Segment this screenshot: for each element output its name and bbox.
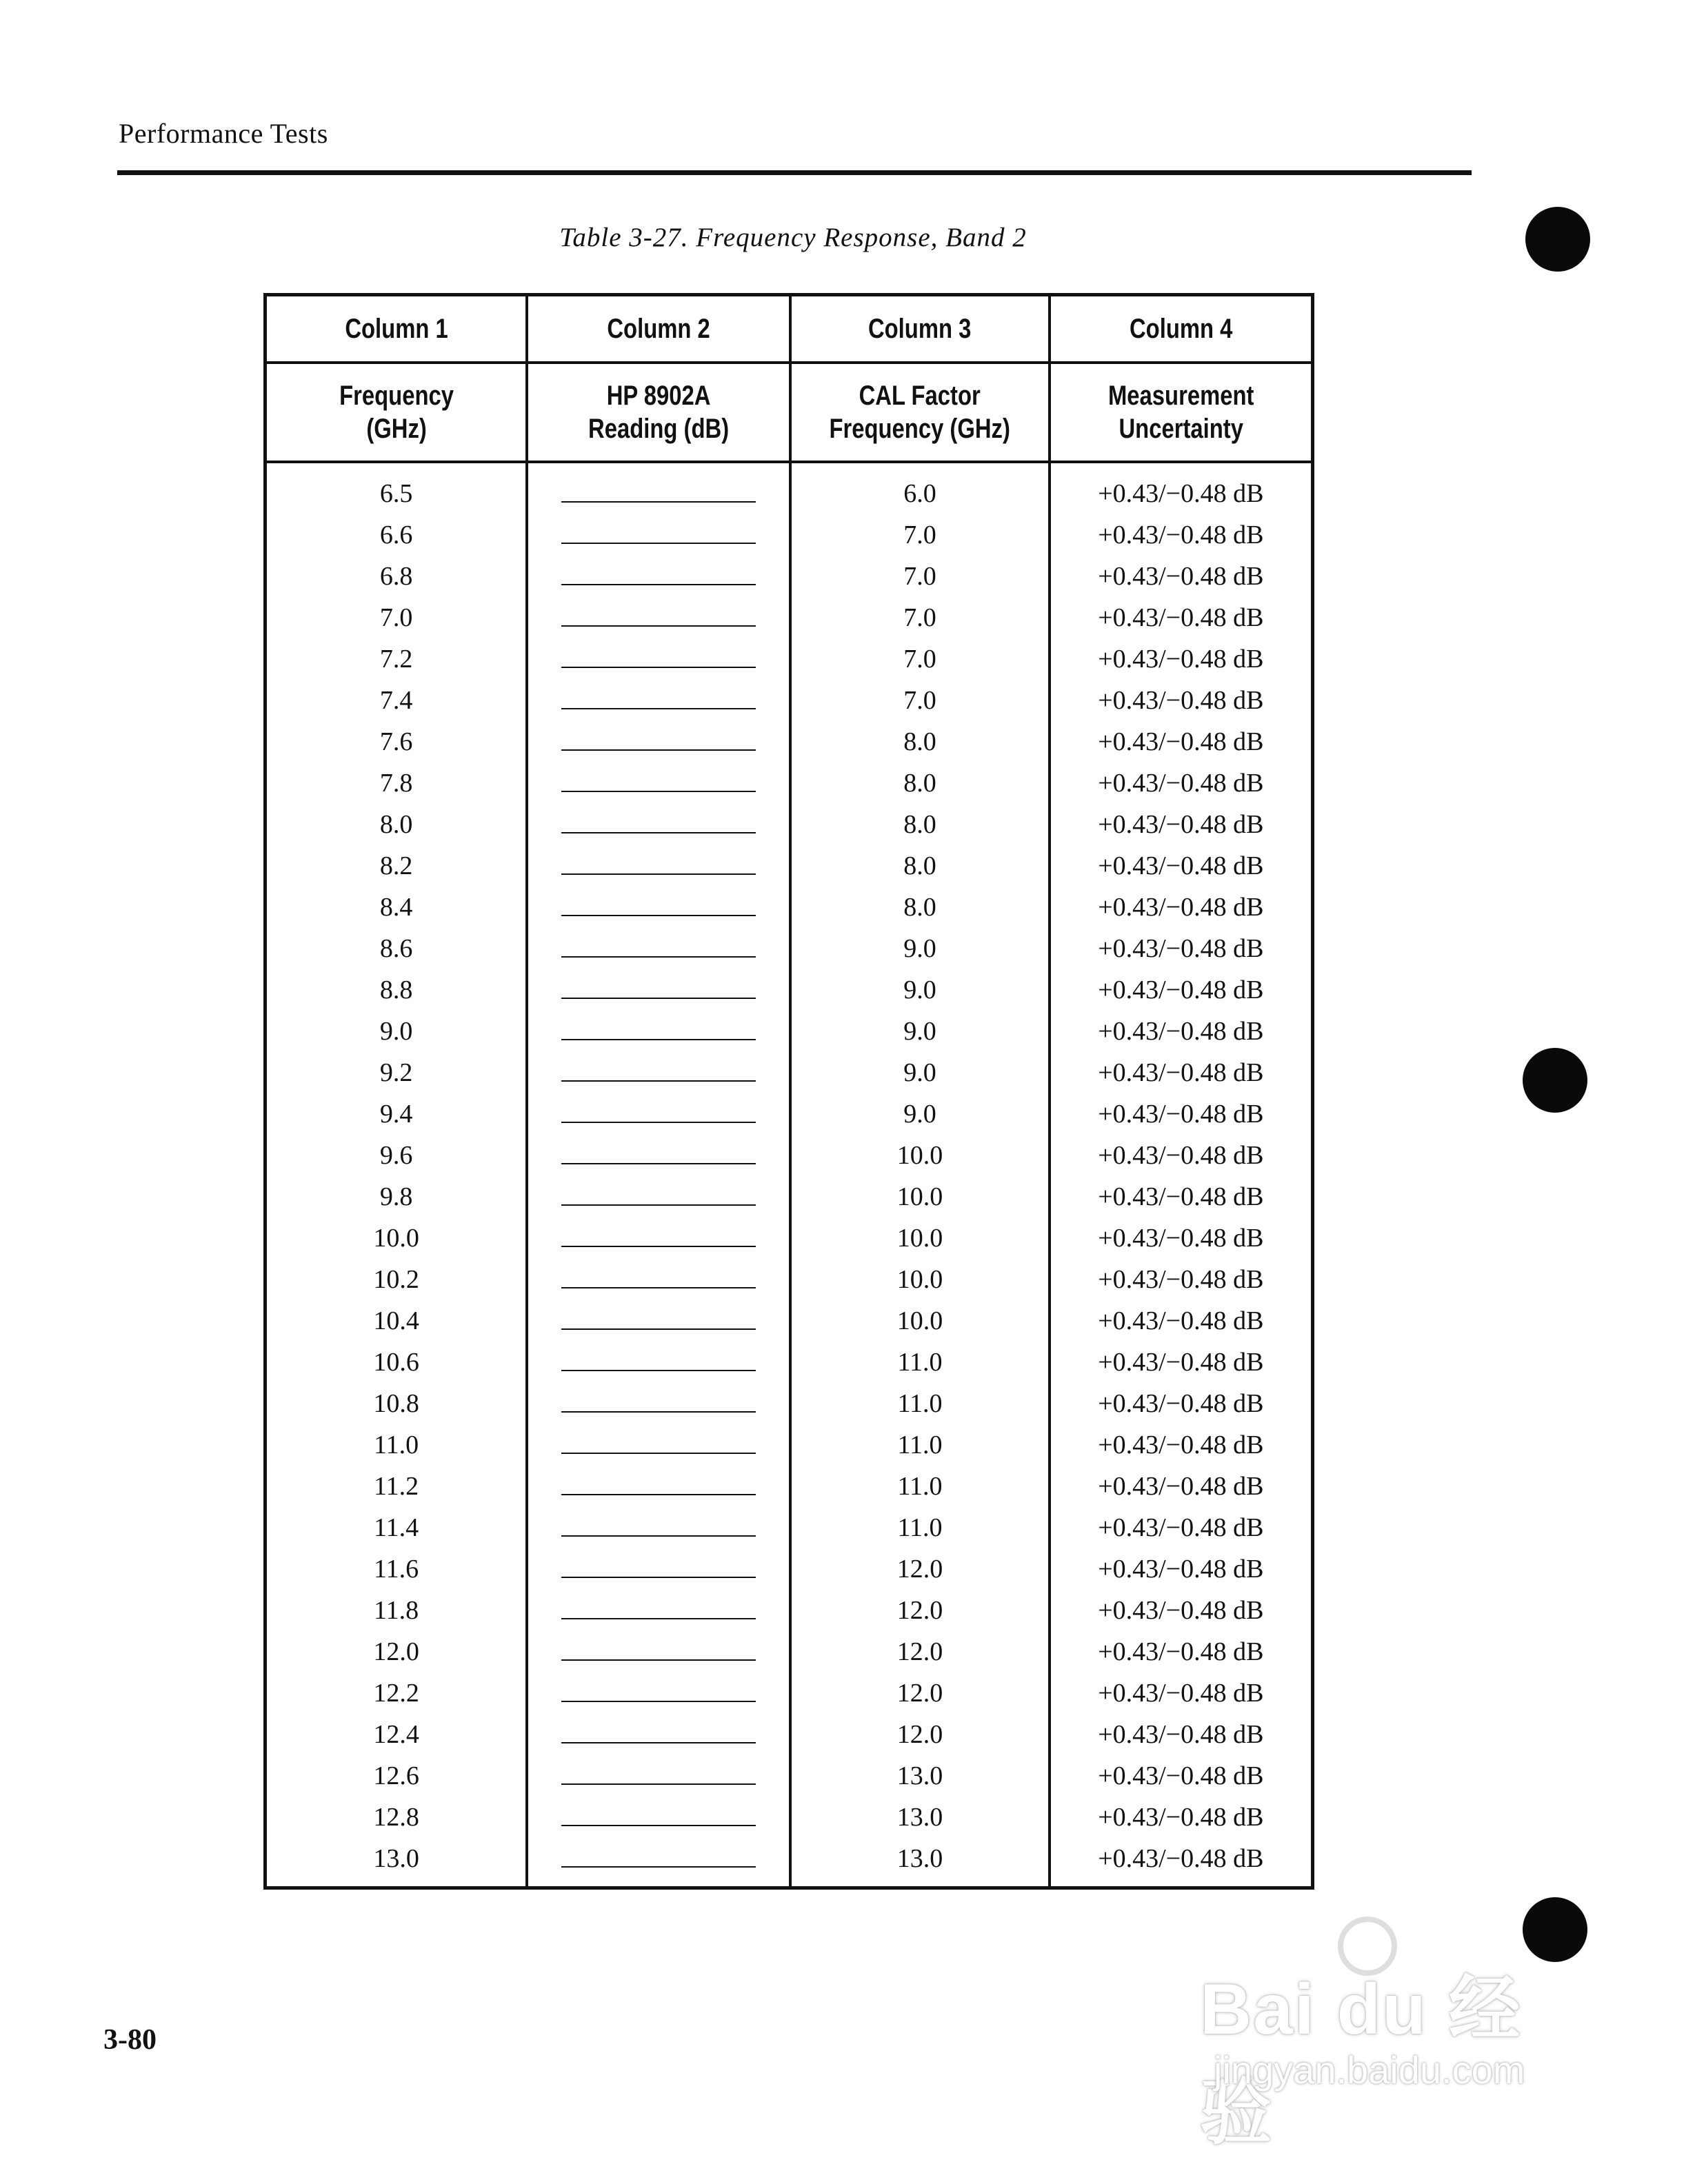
cal-factor-cell: 12.0 — [790, 1672, 1049, 1714]
table-row — [265, 928, 1313, 969]
cal-factor-cell: 8.0 — [790, 804, 1049, 845]
header-rule — [117, 170, 1472, 175]
column-header-frequency: Frequency (GHz) — [289, 363, 503, 462]
reading-cell — [527, 1383, 790, 1424]
table-row — [265, 1466, 1313, 1507]
reading-blank-line[interactable] — [561, 667, 756, 668]
reading-cell — [527, 680, 790, 721]
uncertainty-cell: +0.43/−0.48 dB — [1050, 762, 1313, 804]
reading-cell — [527, 1466, 790, 1507]
cal-factor-cell: 12.0 — [790, 1631, 1049, 1672]
reading-blank-line[interactable] — [561, 1122, 756, 1123]
reading-blank-line[interactable] — [561, 1866, 756, 1868]
table-row — [265, 1342, 1313, 1383]
frequency-cell: 10.8 — [265, 1383, 528, 1424]
table-row — [265, 721, 1313, 762]
frequency-cell: 10.0 — [265, 1217, 528, 1259]
reading-cell — [527, 597, 790, 638]
uncertainty-cell: +0.43/−0.48 dB — [1050, 887, 1313, 928]
reading-blank-line[interactable] — [561, 708, 756, 709]
uncertainty-cell: +0.43/−0.48 dB — [1050, 1424, 1313, 1466]
reading-cell — [527, 1838, 790, 1888]
frequency-cell: 11.6 — [265, 1548, 528, 1590]
frequency-cell: 7.6 — [265, 721, 528, 762]
table-row — [265, 1714, 1313, 1755]
frequency-cell: 9.0 — [265, 1011, 528, 1052]
reading-blank-line[interactable] — [561, 915, 756, 916]
uncertainty-cell: +0.43/−0.48 dB — [1050, 556, 1313, 597]
uncertainty-cell: +0.43/−0.48 dB — [1050, 969, 1313, 1011]
cal-factor-cell: 10.0 — [790, 1217, 1049, 1259]
reading-blank-line[interactable] — [561, 998, 756, 999]
cal-factor-cell: 13.0 — [790, 1755, 1049, 1797]
table-body — [265, 462, 1313, 1888]
reading-cell — [527, 1507, 790, 1548]
column-header-cal-factor: CAL Factor Frequency (GHz) — [814, 363, 1026, 462]
reading-blank-line[interactable] — [561, 543, 756, 544]
cal-factor-cell: 10.0 — [790, 1300, 1049, 1342]
reading-cell — [527, 1672, 790, 1714]
frequency-cell: 6.5 — [265, 462, 528, 514]
reading-blank-line[interactable] — [561, 1701, 756, 1702]
reading-cell — [527, 845, 790, 887]
uncertainty-cell: +0.43/−0.48 dB — [1050, 462, 1313, 514]
reading-blank-line[interactable] — [561, 501, 756, 503]
cal-factor-cell: 12.0 — [790, 1590, 1049, 1631]
table-row — [265, 1797, 1313, 1838]
reading-blank-line[interactable] — [561, 1577, 756, 1578]
column-title: Column 1 — [289, 295, 503, 363]
column-header-reading: HP 8902A Reading (dB) — [551, 363, 767, 462]
reading-cell — [527, 1797, 790, 1838]
reading-cell — [527, 1631, 790, 1672]
reading-blank-line[interactable] — [561, 1163, 756, 1164]
reading-cell — [527, 928, 790, 969]
frequency-cell: 8.0 — [265, 804, 528, 845]
cal-factor-cell: 12.0 — [790, 1714, 1049, 1755]
running-header-title: Performance Tests — [119, 118, 328, 149]
table-row — [265, 1424, 1313, 1466]
table-row — [265, 556, 1313, 597]
reading-cell — [527, 1342, 790, 1383]
uncertainty-cell: +0.43/−0.48 dB — [1050, 1755, 1313, 1797]
cal-factor-cell: 13.0 — [790, 1797, 1049, 1838]
reading-blank-line[interactable] — [561, 1535, 756, 1537]
reading-cell — [527, 804, 790, 845]
cal-factor-cell: 10.0 — [790, 1259, 1049, 1300]
frequency-cell: 9.8 — [265, 1176, 528, 1217]
reading-cell — [527, 1176, 790, 1217]
reading-cell — [527, 721, 790, 762]
table-row — [265, 1135, 1313, 1176]
frequency-cell: 11.0 — [265, 1424, 528, 1466]
cal-factor-cell: 8.0 — [790, 887, 1049, 928]
table-row — [265, 1507, 1313, 1548]
frequency-cell: 7.4 — [265, 680, 528, 721]
frequency-cell: 10.4 — [265, 1300, 528, 1342]
table-row — [265, 1011, 1313, 1052]
reading-blank-line[interactable] — [561, 791, 756, 792]
uncertainty-cell: +0.43/−0.48 dB — [1050, 1466, 1313, 1507]
reading-blank-line[interactable] — [561, 956, 756, 958]
reading-blank-line[interactable] — [561, 1039, 756, 1040]
uncertainty-cell: +0.43/−0.48 dB — [1050, 1548, 1313, 1590]
frequency-cell: 7.2 — [265, 638, 528, 680]
reading-blank-line[interactable] — [561, 873, 756, 875]
uncertainty-cell: +0.43/−0.48 dB — [1050, 680, 1313, 721]
uncertainty-cell: +0.43/−0.48 dB — [1050, 1217, 1313, 1259]
reading-cell — [527, 638, 790, 680]
table-row — [265, 680, 1313, 721]
table-row — [265, 969, 1313, 1011]
reading-blank-line[interactable] — [561, 1742, 756, 1743]
reading-cell — [527, 762, 790, 804]
uncertainty-cell: +0.43/−0.48 dB — [1050, 804, 1313, 845]
reading-blank-line[interactable] — [561, 1328, 756, 1330]
table-row — [265, 638, 1313, 680]
frequency-response-table — [263, 293, 1314, 1890]
frequency-cell: 9.4 — [265, 1093, 528, 1135]
reading-cell — [527, 1052, 790, 1093]
cal-factor-cell: 8.0 — [790, 762, 1049, 804]
table-row — [265, 1259, 1313, 1300]
table-row — [265, 1052, 1313, 1093]
reading-cell — [527, 1590, 790, 1631]
reading-blank-line[interactable] — [561, 1783, 756, 1785]
table-row — [265, 762, 1313, 804]
reading-blank-line[interactable] — [561, 1494, 756, 1495]
reading-blank-line[interactable] — [561, 625, 756, 627]
uncertainty-cell: +0.43/−0.48 dB — [1050, 1714, 1313, 1755]
uncertainty-cell: +0.43/−0.48 dB — [1050, 1093, 1313, 1135]
uncertainty-cell: +0.43/−0.48 dB — [1050, 1176, 1313, 1217]
frequency-cell: 11.8 — [265, 1590, 528, 1631]
cal-factor-cell: 10.0 — [790, 1135, 1049, 1176]
uncertainty-cell: +0.43/−0.48 dB — [1050, 1259, 1313, 1300]
reading-cell — [527, 1011, 790, 1052]
table-row — [265, 1631, 1313, 1672]
reading-blank-line[interactable] — [561, 832, 756, 833]
column-title: Column 2 — [551, 295, 767, 363]
reading-cell — [527, 1135, 790, 1176]
table-row — [265, 1548, 1313, 1590]
frequency-cell: 11.2 — [265, 1466, 528, 1507]
frequency-cell: 6.6 — [265, 514, 528, 556]
cal-factor-cell: 9.0 — [790, 1052, 1049, 1093]
uncertainty-cell: +0.43/−0.48 dB — [1050, 845, 1313, 887]
binder-hole — [1523, 1048, 1587, 1113]
uncertainty-cell: +0.43/−0.48 dB — [1050, 1507, 1313, 1548]
cal-factor-cell: 13.0 — [790, 1838, 1049, 1888]
cal-factor-cell: 8.0 — [790, 845, 1049, 887]
table-row — [265, 1383, 1313, 1424]
frequency-cell: 8.4 — [265, 887, 528, 928]
cal-factor-cell: 7.0 — [790, 638, 1049, 680]
frequency-cell: 12.8 — [265, 1797, 528, 1838]
cal-factor-cell: 7.0 — [790, 514, 1049, 556]
table-row — [265, 597, 1313, 638]
frequency-cell: 11.4 — [265, 1507, 528, 1548]
uncertainty-cell: +0.43/−0.48 dB — [1050, 1590, 1313, 1631]
uncertainty-cell: +0.43/−0.48 dB — [1050, 1672, 1313, 1714]
reading-blank-line[interactable] — [561, 584, 756, 585]
uncertainty-cell: +0.43/−0.48 dB — [1050, 638, 1313, 680]
table-row — [265, 1590, 1313, 1631]
reading-cell — [527, 1259, 790, 1300]
reading-cell — [527, 514, 790, 556]
frequency-cell: 10.6 — [265, 1342, 528, 1383]
cal-factor-cell: 11.0 — [790, 1507, 1049, 1548]
frequency-cell: 7.0 — [265, 597, 528, 638]
binder-hole — [1525, 207, 1590, 272]
reading-blank-line[interactable] — [561, 1080, 756, 1082]
reading-cell — [527, 462, 790, 514]
cal-factor-cell: 7.0 — [790, 597, 1049, 638]
reading-cell — [527, 1755, 790, 1797]
frequency-cell: 12.2 — [265, 1672, 528, 1714]
table-row — [265, 462, 1313, 514]
reading-blank-line[interactable] — [561, 1411, 756, 1413]
uncertainty-cell: +0.43/−0.48 dB — [1050, 1797, 1313, 1838]
watermark-brand: Bai du 经验 — [1200, 1970, 1522, 2153]
reading-cell — [527, 1424, 790, 1466]
uncertainty-cell: +0.43/−0.48 dB — [1050, 1011, 1313, 1052]
table-row — [265, 1176, 1313, 1217]
cal-factor-cell: 11.0 — [790, 1383, 1049, 1424]
reading-cell — [527, 1217, 790, 1259]
watermark-logo — [1200, 1923, 1586, 2153]
table-row — [265, 1672, 1313, 1714]
cal-factor-cell: 9.0 — [790, 1011, 1049, 1052]
frequency-cell: 12.0 — [265, 1631, 528, 1672]
cal-factor-cell: 7.0 — [790, 680, 1049, 721]
column-title: Column 3 — [814, 295, 1026, 363]
uncertainty-cell: +0.43/−0.48 dB — [1050, 1631, 1313, 1672]
frequency-cell: 12.4 — [265, 1714, 528, 1755]
table-row — [265, 1217, 1313, 1259]
frequency-cell: 12.6 — [265, 1755, 528, 1797]
reading-blank-line[interactable] — [561, 1659, 756, 1661]
cal-factor-cell: 11.0 — [790, 1466, 1049, 1507]
uncertainty-cell: +0.43/−0.48 dB — [1050, 1300, 1313, 1342]
table-row — [265, 804, 1313, 845]
reading-cell — [527, 887, 790, 928]
table-row — [265, 887, 1313, 928]
frequency-cell: 9.6 — [265, 1135, 528, 1176]
frequency-cell: 9.2 — [265, 1052, 528, 1093]
frequency-cell: 13.0 — [265, 1838, 528, 1888]
uncertainty-cell: +0.43/−0.48 dB — [1050, 928, 1313, 969]
uncertainty-cell: +0.43/−0.48 dB — [1050, 721, 1313, 762]
page-number: 3-80 — [103, 2024, 157, 2056]
table-row — [265, 845, 1313, 887]
reading-cell — [527, 969, 790, 1011]
table-row — [265, 514, 1313, 556]
cal-factor-cell: 8.0 — [790, 721, 1049, 762]
table-row — [265, 1300, 1313, 1342]
reading-blank-line[interactable] — [561, 1204, 756, 1206]
reading-cell — [527, 1714, 790, 1755]
uncertainty-cell: +0.43/−0.48 dB — [1050, 1052, 1313, 1093]
reading-cell — [527, 1300, 790, 1342]
reading-blank-line[interactable] — [561, 1287, 756, 1288]
watermark-url: jingyan.baidu.com — [1214, 2048, 1525, 2092]
cal-factor-cell: 9.0 — [790, 969, 1049, 1011]
reading-cell — [527, 556, 790, 597]
table-row — [265, 1755, 1313, 1797]
frequency-cell: 7.8 — [265, 762, 528, 804]
frequency-cell: 8.2 — [265, 845, 528, 887]
uncertainty-cell: +0.43/−0.48 dB — [1050, 514, 1313, 556]
cal-factor-cell: 9.0 — [790, 1093, 1049, 1135]
cal-factor-cell: 11.0 — [790, 1424, 1049, 1466]
uncertainty-cell: +0.43/−0.48 dB — [1050, 1135, 1313, 1176]
uncertainty-cell: +0.43/−0.48 dB — [1050, 597, 1313, 638]
frequency-cell: 8.8 — [265, 969, 528, 1011]
reading-blank-line[interactable] — [561, 749, 756, 751]
cal-factor-cell: 6.0 — [790, 462, 1049, 514]
cal-factor-cell: 12.0 — [790, 1548, 1049, 1590]
column-header-uncertainty: Measurement Uncertainty — [1073, 363, 1289, 462]
reading-cell — [527, 1548, 790, 1590]
cal-factor-cell: 10.0 — [790, 1176, 1049, 1217]
frequency-cell: 8.6 — [265, 928, 528, 969]
reading-blank-line[interactable] — [561, 1370, 756, 1371]
reading-blank-line[interactable] — [561, 1618, 756, 1619]
reading-blank-line[interactable] — [561, 1246, 756, 1247]
cal-factor-cell: 9.0 — [790, 928, 1049, 969]
cal-factor-cell: 7.0 — [790, 556, 1049, 597]
frequency-cell: 6.8 — [265, 556, 528, 597]
frequency-cell: 10.2 — [265, 1259, 528, 1300]
uncertainty-cell: +0.43/−0.48 dB — [1050, 1838, 1313, 1888]
table-caption: Table 3-27. Frequency Response, Band 2 — [559, 223, 1027, 252]
column-title: Column 4 — [1073, 295, 1289, 363]
uncertainty-cell: +0.43/−0.48 dB — [1050, 1383, 1313, 1424]
reading-blank-line[interactable] — [561, 1825, 756, 1826]
table-row — [265, 1093, 1313, 1135]
uncertainty-cell: +0.43/−0.48 dB — [1050, 1342, 1313, 1383]
table-row — [265, 1838, 1313, 1888]
cal-factor-cell: 11.0 — [790, 1342, 1049, 1383]
reading-blank-line[interactable] — [561, 1453, 756, 1454]
reading-cell — [527, 1093, 790, 1135]
